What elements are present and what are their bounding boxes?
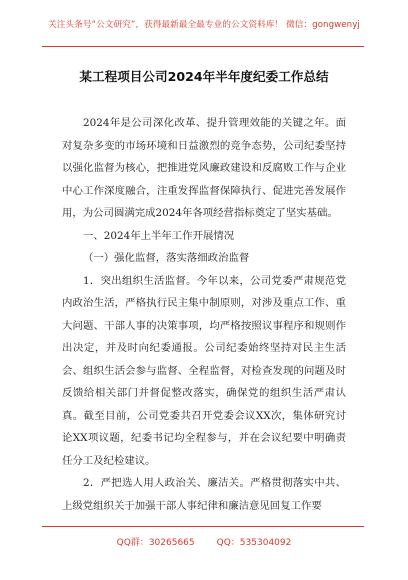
footer-divider	[42, 526, 364, 527]
header-divider	[42, 46, 364, 47]
body-paragraph: 1．突出组织生活监督。今年以来，公司党委严肃规范党内政治生活，严格执行民主集中制原则，对涉及重点工作、重大问题、干部人事的决策事项，均严格按照议事程序和规则作出决定，并及时向纪委通报。公司纪委始终坚持对民主生活会、组织生活会参与监督、全程监督，对检查发现的问题及时反馈给相关部门并督促整改落实，确保党的组织生活严肃认真。截至目前，公司党委共召开党委会议XX次，集体研究讨论XX项议题，纪委书记均全程参与，并在会议纪要中明确责任分工及纪检建议。	[62, 274, 346, 467]
document-body	[62, 112, 346, 517]
section-heading: 一、2024年上半年工作开展情况	[83, 229, 235, 242]
document-title: 某工程项目公司2024年半年度纪委工作总结	[79, 69, 329, 84]
qq-number: QQ：535304092	[216, 538, 292, 548]
header-notice: 关注头条号“公文研究”，获得最新最全最专业的公文资料库！ 微信：gongwenyj	[48, 20, 360, 30]
subsection-heading: （一）强化监督，落实落细政治监督	[83, 252, 250, 264]
body-paragraph: 2．严把选人用人政治关、廉洁关。严格贯彻落实中共、上级党组织关于加强干部人事纪律和廉洁意见回复工作要	[62, 477, 346, 512]
intro-paragraph: 2024年是公司深化改革、提升管理效能的关键之年。面对复杂多变的市场环境和日益激烈的竞争态势，公司纪委坚持以强化监督为核心，把推进党风廉政建设和反腐败工作与企业中心工作深度融合，注重发挥监督保障执行、促进完善发展作用，为公司圆满完成2024年各项经营指标奠定了坚实基础。	[62, 117, 346, 219]
qq-group: QQ群：30265665	[116, 538, 195, 548]
footer	[0, 535, 408, 548]
